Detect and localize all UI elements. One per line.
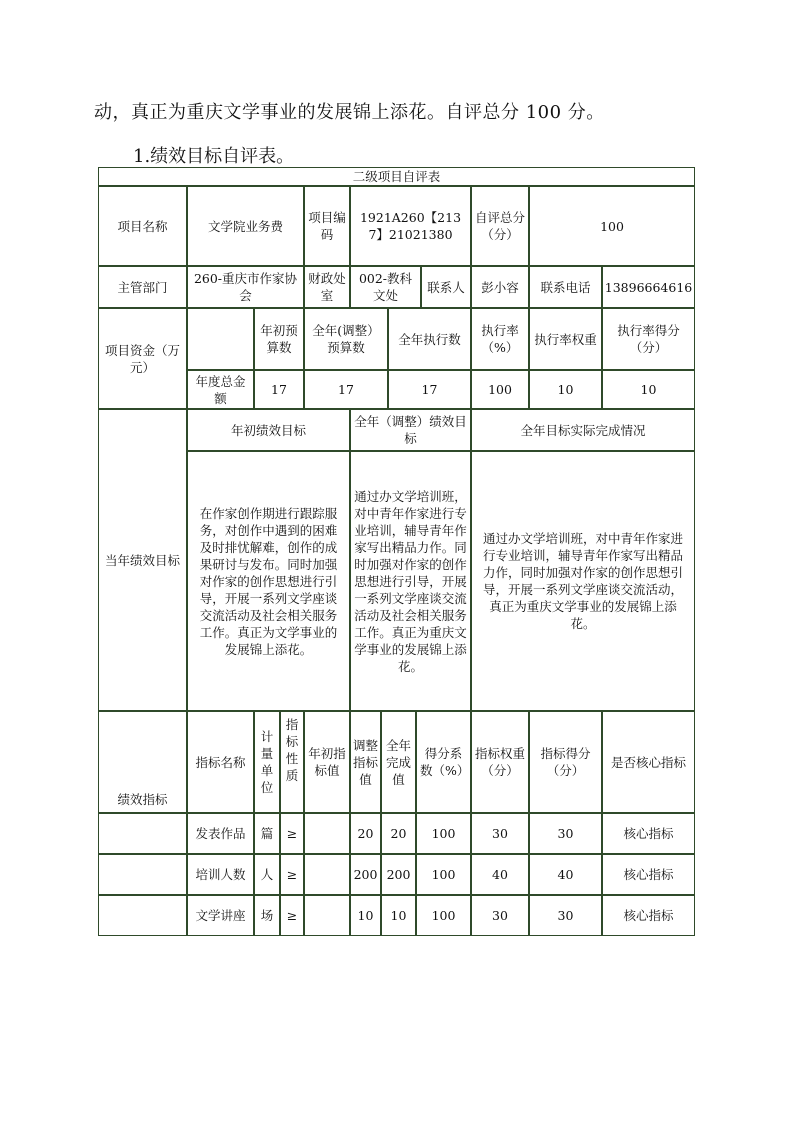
indicator-weight: 30: [471, 895, 529, 936]
dept-label: 主管部门: [98, 266, 187, 308]
exec-rate-header: 执行率（%）: [471, 308, 529, 370]
project-name-value: 文学院业务费: [187, 186, 304, 266]
indicator-row-blank: [98, 813, 187, 854]
initial-value-header: 年初指标值: [304, 711, 350, 813]
intro-paragraph: 动，真正为重庆文学事业的发展锦上添花。自评总分 100 分。: [94, 102, 605, 123]
exec-rate-weight-value: 10: [529, 370, 602, 409]
indicator-weight: 30: [471, 813, 529, 854]
indicator-core: 核心指标: [602, 813, 695, 854]
initial-budget-value: 17: [254, 370, 304, 409]
indicator-adjusted-value: 10: [350, 895, 381, 936]
indicator-unit: 篇: [254, 813, 280, 854]
total-score-label: 自评总分（分）: [471, 186, 529, 266]
unit-header: 计量单位: [254, 711, 280, 813]
exec-rate-weight-header: 执行率权重: [529, 308, 602, 370]
indicator-actual-value: 200: [381, 854, 416, 895]
adjusted-budget-header: 全年(调整）预算数: [304, 308, 388, 370]
exec-rate-score-value: 10: [602, 370, 695, 409]
nature-header: 指标性质: [280, 711, 304, 813]
indicator-row-blank: [98, 854, 187, 895]
indicator-score: 30: [529, 813, 602, 854]
indicator-score: 30: [529, 895, 602, 936]
funds-label: 项目资金（万元）: [98, 308, 187, 409]
indicator-unit: 人: [254, 854, 280, 895]
annual-exec-header: 全年执行数: [388, 308, 471, 370]
weight-header: 指标权重（分）: [471, 711, 529, 813]
indicator-name: 文学讲座: [187, 895, 254, 936]
indicator-weight: 40: [471, 854, 529, 895]
finance-value: 002-教科文处: [350, 266, 421, 308]
indicator-name: 培训人数: [187, 854, 254, 895]
indicator-initial-value: [304, 895, 350, 936]
project-name-label: 项目名称: [98, 186, 187, 266]
phone-value: 13896664616: [602, 266, 695, 308]
section-heading: 1.绩效目标自评表。: [133, 146, 295, 167]
indicator-score: 40: [529, 854, 602, 895]
indicator-core: 核心指标: [602, 895, 695, 936]
adjusted-goal-header: 全年（调整）绩效目标: [350, 409, 471, 451]
core-header: 是否核心指标: [602, 711, 695, 813]
project-code-label: 项目编码: [304, 186, 350, 266]
indicator-nature: ≥: [280, 813, 304, 854]
actual-value-header: 全年完成值: [381, 711, 416, 813]
indicator-initial-value: [304, 813, 350, 854]
indicator-adjusted-value: 20: [350, 813, 381, 854]
phone-label: 联系电话: [529, 266, 602, 308]
indicator-name-header: 指标名称: [187, 711, 254, 813]
indicator-unit: 场: [254, 895, 280, 936]
contact-value: 彭小容: [471, 266, 529, 308]
goals-label: 当年绩效目标: [98, 409, 187, 711]
annual-exec-value: 17: [388, 370, 471, 409]
finance-label: 财政处室: [304, 266, 350, 308]
dept-value: 260-重庆市作家协会: [187, 266, 304, 308]
total-score-value: 100: [529, 186, 695, 266]
indicator-name: 发表作品: [187, 813, 254, 854]
indicator-adjusted-value: 200: [350, 854, 381, 895]
initial-budget-header: 年初预算数: [254, 308, 304, 370]
project-code-value: 1921A260【2137】21021380: [350, 186, 471, 266]
indicator-actual-value: 20: [381, 813, 416, 854]
initial-goal-text: 在作家创作期进行跟踪服务，对创作中遇到的困难及时排忧解难，创作的成果研讨与发布。同时加强对作家的创作思想进行引导，开展一系列文学座谈交流活动及社会相关服务工作。真正为文学事业的发展锦上添花。: [187, 451, 350, 711]
indicator-coef: 100: [416, 813, 471, 854]
indicator-actual-value: 10: [381, 895, 416, 936]
indicator-initial-value: [304, 854, 350, 895]
indicator-row-blank: [98, 895, 187, 936]
indicator-coef: 100: [416, 854, 471, 895]
funds-blank-header: [187, 308, 254, 370]
exec-rate-value: 100: [471, 370, 529, 409]
actual-goal-header: 全年目标实际完成情况: [471, 409, 695, 451]
indicator-nature: ≥: [280, 854, 304, 895]
contact-label: 联系人: [421, 266, 471, 308]
initial-goal-header: 年初绩效目标: [187, 409, 350, 451]
indicator-core: 核心指标: [602, 854, 695, 895]
table-title: 二级项目自评表: [98, 167, 695, 186]
exec-rate-score-header: 执行率得分（分）: [602, 308, 695, 370]
indicator-nature: ≥: [280, 895, 304, 936]
coef-header: 得分系数（%）: [416, 711, 471, 813]
score-header: 指标得分（分）: [529, 711, 602, 813]
actual-goal-text: 通过办文学培训班，对中青年作家进行专业培训，辅导青年作家写出精品力作，同时加强对作家的创作思想引导，开展一系列文学座谈交流活动，真正为重庆文学事业的发展锦上添花。: [471, 451, 695, 711]
adjusted-budget-value: 17: [304, 370, 388, 409]
adjusted-goal-text: 通过办文学培训班，对中青年作家进行专业培训，辅导青年作家写出精品力作。同时加强对作家的创作思想进行引导，开展一系列文学座谈交流活动及社会相关服务工作。真正为重庆文学事业的发展锦上添花。: [350, 451, 471, 711]
annual-total-label: 年度总金额: [187, 370, 254, 409]
self-evaluation-table: [98, 167, 695, 936]
adjusted-value-header: 调整指标值: [350, 711, 381, 813]
indicators-label: 绩效指标: [98, 711, 187, 813]
indicator-coef: 100: [416, 895, 471, 936]
